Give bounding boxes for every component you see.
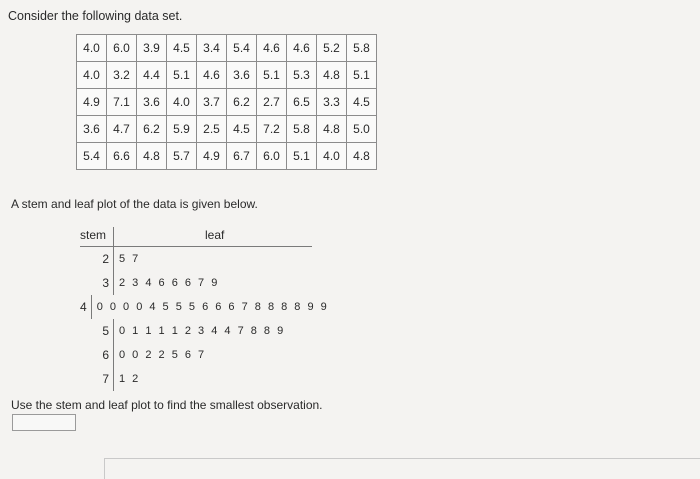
table-row bbox=[77, 143, 377, 170]
leaf-values: 0 0 0 0 4 5 5 5 6 6 6 7 8 8 8 8 9 9 bbox=[96, 301, 329, 313]
table-cell: 4.8 bbox=[347, 143, 377, 170]
stem-value: 4 bbox=[80, 295, 92, 319]
table-cell: 4.5 bbox=[227, 116, 257, 143]
table-cell: 6.6 bbox=[107, 143, 137, 170]
table-cell: 5.0 bbox=[347, 116, 377, 143]
table-cell: 7.2 bbox=[257, 116, 287, 143]
table-cell: 4.0 bbox=[77, 62, 107, 89]
table-cell: 6.2 bbox=[137, 116, 167, 143]
leaf-values: 5 7 bbox=[119, 253, 141, 265]
table-row bbox=[77, 89, 377, 116]
table-cell: 6.0 bbox=[257, 143, 287, 170]
table-cell: 4.5 bbox=[167, 35, 197, 62]
table-cell: 3.9 bbox=[137, 35, 167, 62]
table-cell: 5.7 bbox=[167, 143, 197, 170]
table-cell: 3.3 bbox=[317, 89, 347, 116]
table-cell: 4.6 bbox=[197, 62, 227, 89]
stem-value: 5 bbox=[80, 319, 114, 343]
table-cell: 3.6 bbox=[137, 89, 167, 116]
answer-input[interactable] bbox=[12, 414, 76, 431]
table-cell: 5.4 bbox=[77, 143, 107, 170]
table-cell: 2.5 bbox=[197, 116, 227, 143]
table-cell: 5.8 bbox=[287, 116, 317, 143]
table-cell: 5.1 bbox=[167, 62, 197, 89]
plot-caption: A stem and leaf plot of the data is given below. bbox=[11, 197, 258, 211]
stem-value: 7 bbox=[80, 367, 114, 391]
stem-leaf-rows bbox=[80, 247, 329, 391]
leaf-values: 2 3 4 6 6 6 7 9 bbox=[119, 277, 220, 289]
table-cell: 6.7 bbox=[227, 143, 257, 170]
stem-value: 6 bbox=[80, 343, 114, 367]
leaf-values: 0 0 2 2 5 6 7 bbox=[119, 349, 207, 361]
table-cell: 7.1 bbox=[107, 89, 137, 116]
table-cell: 4.0 bbox=[317, 143, 347, 170]
stem-header: stem bbox=[80, 228, 107, 242]
table-cell: 4.7 bbox=[107, 116, 137, 143]
table-row bbox=[77, 62, 377, 89]
stem-leaf-row bbox=[80, 319, 312, 343]
table-cell: 4.0 bbox=[167, 89, 197, 116]
table-cell: 4.6 bbox=[257, 35, 287, 62]
stem-leaf-row bbox=[80, 295, 329, 319]
table-cell: 6.0 bbox=[107, 35, 137, 62]
question-text: Use the stem and leaf plot to find the smallest observation. bbox=[11, 398, 323, 412]
table-cell: 4.0 bbox=[77, 35, 107, 62]
table-cell: 3.2 bbox=[107, 62, 137, 89]
table-cell: 5.2 bbox=[317, 35, 347, 62]
table-cell: 3.6 bbox=[77, 116, 107, 143]
table-cell: 4.9 bbox=[197, 143, 227, 170]
table-cell: 4.6 bbox=[287, 35, 317, 62]
stem-leaf-plot bbox=[80, 227, 329, 391]
leaf-header: leaf bbox=[205, 228, 225, 242]
table-cell: 3.7 bbox=[197, 89, 227, 116]
data-table bbox=[76, 34, 377, 170]
stem-leaf-row bbox=[80, 367, 312, 391]
table-cell: 4.8 bbox=[137, 143, 167, 170]
header-divider bbox=[113, 227, 114, 246]
leaf-values: 1 2 bbox=[119, 373, 141, 385]
stem-value: 3 bbox=[80, 271, 114, 295]
table-cell: 4.9 bbox=[77, 89, 107, 116]
table-cell: 5.1 bbox=[347, 62, 377, 89]
table-cell: 5.4 bbox=[227, 35, 257, 62]
table-cell: 3.4 bbox=[197, 35, 227, 62]
table-cell: 4.5 bbox=[347, 89, 377, 116]
table-cell: 5.1 bbox=[287, 143, 317, 170]
table-cell: 5.3 bbox=[287, 62, 317, 89]
leaf-values: 0 1 1 1 1 2 3 4 4 7 8 8 9 bbox=[119, 325, 286, 337]
table-cell: 4.4 bbox=[137, 62, 167, 89]
table-cell: 5.8 bbox=[347, 35, 377, 62]
table-row bbox=[77, 35, 377, 62]
table-cell: 4.8 bbox=[317, 62, 347, 89]
table-cell: 6.5 bbox=[287, 89, 317, 116]
stem-leaf-row bbox=[80, 343, 312, 367]
table-cell: 5.9 bbox=[167, 116, 197, 143]
stem-value: 2 bbox=[80, 247, 114, 271]
stem-leaf-row bbox=[80, 271, 312, 295]
problem-intro: Consider the following data set. bbox=[8, 9, 183, 23]
stem-leaf-header bbox=[80, 227, 312, 247]
table-cell: 3.6 bbox=[227, 62, 257, 89]
table-cell: 2.7 bbox=[257, 89, 287, 116]
table-cell: 4.8 bbox=[317, 116, 347, 143]
table-cell: 5.1 bbox=[257, 62, 287, 89]
stem-leaf-row bbox=[80, 247, 312, 271]
table-row bbox=[77, 116, 377, 143]
table-cell: 6.2 bbox=[227, 89, 257, 116]
